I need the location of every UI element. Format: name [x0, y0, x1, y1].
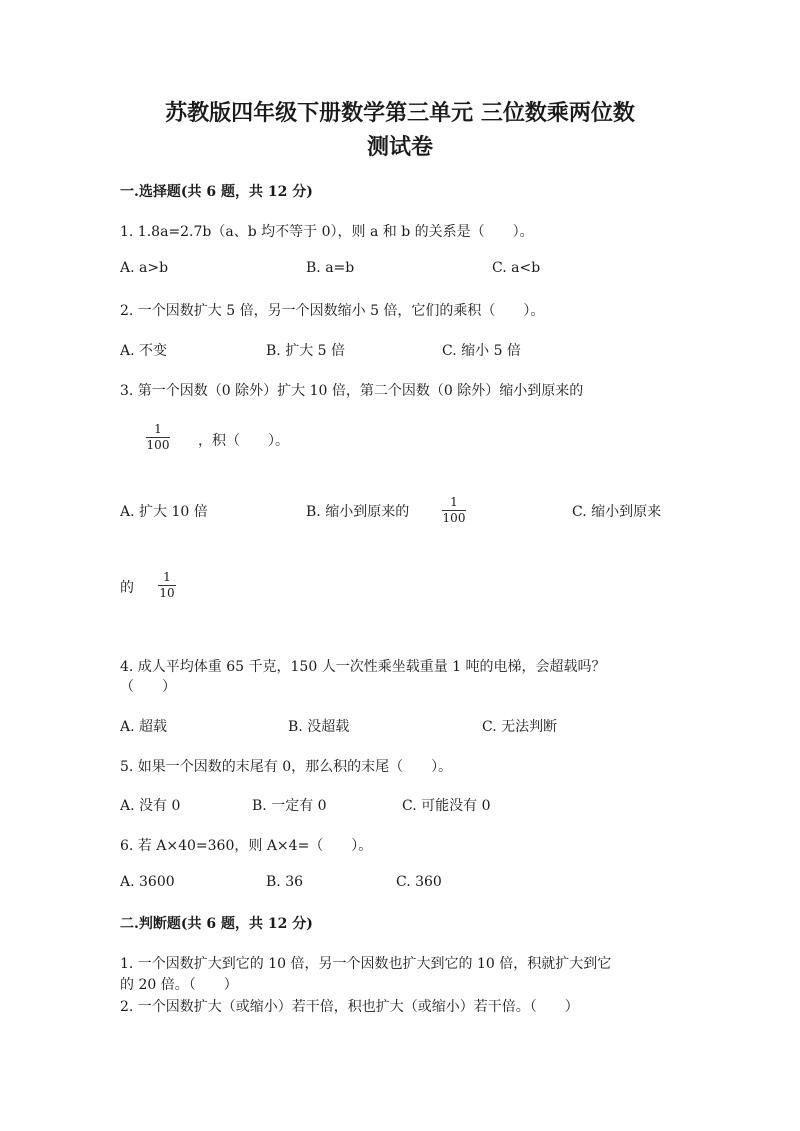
judgement-1-text-line-1: 1. 一个因数扩大到它的 10 倍，另一个因数也扩大到它的 10 倍，积就扩大到它	[120, 956, 612, 972]
question-4-text-2: （ ）	[120, 679, 176, 695]
title-line-2: 测试卷	[366, 134, 433, 160]
question-3-option-a[interactable]: A. 扩大 10 倍	[120, 504, 208, 520]
question-6-option-c[interactable]: C. 360	[396, 874, 442, 890]
question-1-text: 1. 1.8a=2.7b（a、b 均不等于 0），则 a 和 b 的关系是（ ）。	[120, 224, 534, 240]
fraction-denominator: 100	[146, 438, 170, 452]
question-2-text: 2. 一个因数扩大 5 倍，另一个因数缩小 5 倍，它们的乘积（ ）。	[120, 303, 545, 319]
question-3-option-b-fraction	[442, 496, 466, 525]
fraction-numerator: 1	[163, 570, 171, 584]
question-2-option-a[interactable]: A. 不变	[120, 343, 168, 359]
question-3-option-c-fraction	[158, 571, 176, 600]
question-5-text: 5. 如果一个因数的末尾有 0，那么积的末尾（ ）。	[120, 759, 453, 775]
question-4-option-a[interactable]: A. 超载	[120, 719, 168, 735]
question-3-text-after: ，积（ ）。	[198, 433, 289, 449]
question-2-option-c[interactable]: C. 缩小 5 倍	[442, 343, 521, 359]
question-6-option-b[interactable]: B. 36	[266, 874, 304, 890]
question-3-text: 3. 第一个因数（0 除外）扩大 10 倍，第二个因数（0 除外）缩小到原来的	[120, 383, 584, 399]
fraction-numerator: 1	[450, 495, 458, 509]
question-6-option-a[interactable]: A. 3600	[120, 874, 175, 890]
question-1-option-c[interactable]: C. a<b	[492, 260, 541, 276]
question-3-option-c-continued: 的	[120, 580, 134, 596]
fraction-denominator: 100	[442, 511, 466, 525]
question-4-option-c[interactable]: C. 无法判断	[482, 719, 558, 735]
question-6-text: 6. 若 A×40=360，则 A×4=（ ）。	[120, 838, 373, 854]
section-heading-judgement: 二.判断题(共 6 题，共 12 分)	[120, 916, 313, 932]
fraction-numerator: 1	[154, 422, 162, 436]
question-1-option-a[interactable]: A. a>b	[120, 260, 169, 276]
question-4-option-b[interactable]: B. 没超载	[288, 719, 350, 735]
question-1-option-b[interactable]: B. a=b	[306, 260, 355, 276]
question-3-option-b[interactable]: B. 缩小到原来的	[306, 504, 410, 520]
question-5-option-c[interactable]: C. 可能没有 0	[402, 798, 491, 814]
question-3-fraction	[146, 423, 170, 452]
question-5-option-b[interactable]: B. 一定有 0	[252, 798, 327, 814]
judgement-1-text-line-2: 的 20 倍。（ ）	[120, 977, 238, 993]
question-2-option-b[interactable]: B. 扩大 5 倍	[266, 343, 345, 359]
question-3-option-c[interactable]: C. 缩小到原来	[572, 504, 662, 520]
question-5-option-a[interactable]: A. 没有 0	[120, 798, 181, 814]
question-4-text: 4. 成人平均体重 65 千克，150 人一次性乘坐载重量 1 吨的电梯，会超载吗？	[120, 659, 606, 675]
title-line-1: 苏教版四年级下册数学第三单元 三位数乘两位数	[165, 100, 635, 126]
section-heading-choice: 一.选择题(共 6 题，共 12 分)	[120, 184, 313, 200]
judgement-2-text: 2. 一个因数扩大（或缩小）若干倍，积也扩大（或缩小）若干倍。（ ）	[120, 999, 579, 1015]
fraction-denominator: 10	[159, 586, 175, 600]
